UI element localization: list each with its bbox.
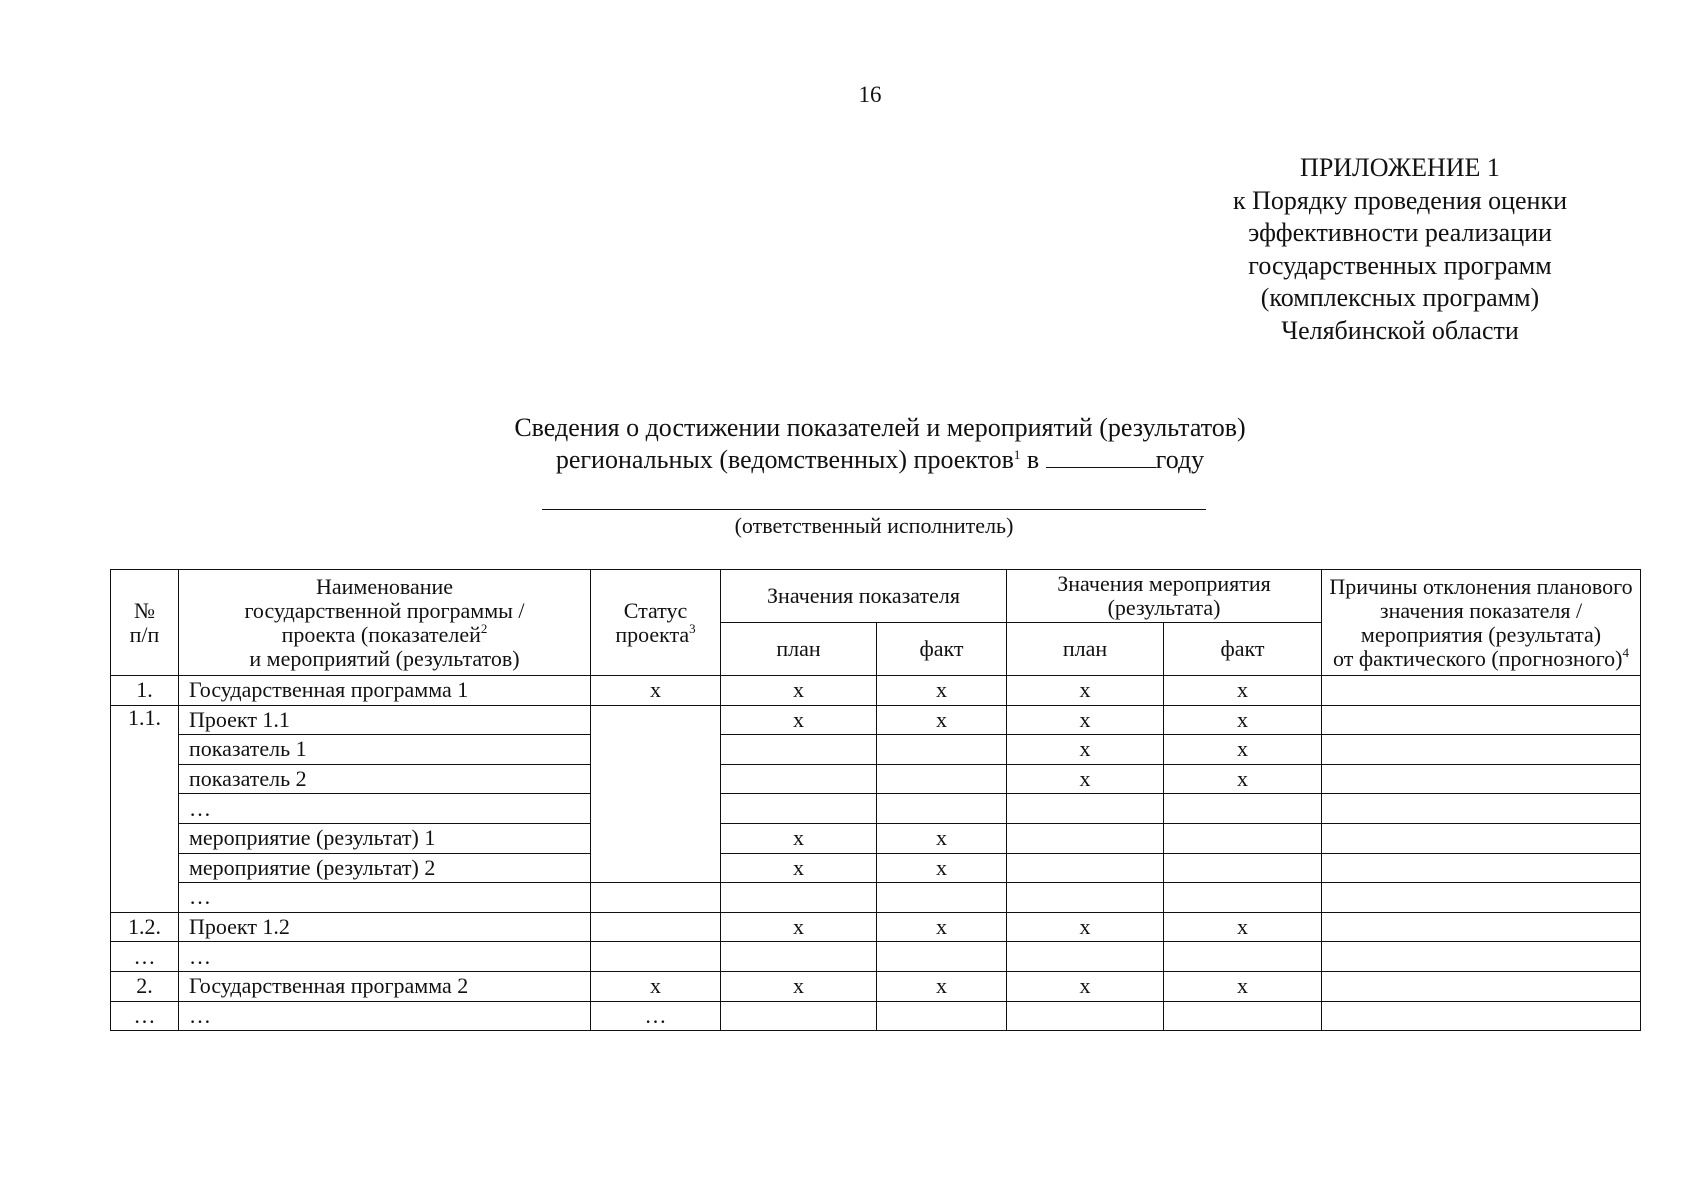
report-table: [110, 569, 1641, 1031]
cell-ind-fact: [877, 735, 1007, 765]
footnote-mark: 1: [1013, 447, 1021, 462]
cell-reason: [1322, 676, 1641, 706]
appendix-line: эффективности реализации: [1248, 218, 1552, 247]
cell-ind-plan: [721, 764, 877, 794]
cell-name: …: [179, 883, 591, 913]
cell-name: Проект 1.1: [179, 705, 591, 735]
cell-ev-plan: [1007, 853, 1164, 883]
appendix-block: [1160, 152, 1640, 347]
cell-ev-plan: [1007, 942, 1164, 972]
cell-ind-fact: [877, 794, 1007, 824]
heading-text: региональных (ведомственных) проектов: [555, 445, 1014, 474]
cell-ind-fact: x: [877, 676, 1007, 706]
cell-ind-plan: x: [721, 705, 877, 735]
table-row: [111, 942, 1641, 972]
cell-ev-plan: x: [1007, 764, 1164, 794]
cell-ev-plan: [1007, 794, 1164, 824]
appendix-line: ПРИЛОЖЕНИЕ 1: [1300, 153, 1500, 182]
cell-ev-fact: x: [1164, 764, 1322, 794]
cell-status: [591, 705, 721, 883]
table-row: [111, 853, 1641, 883]
header-event-plan: план: [1007, 623, 1164, 676]
header-indicator-fact: факт: [877, 623, 1007, 676]
cell-name: …: [179, 942, 591, 972]
cell-status: …: [591, 1001, 721, 1031]
cell-status: x: [591, 676, 721, 706]
cell-num: …: [111, 942, 179, 972]
cell-reason: [1322, 1001, 1641, 1031]
cell-ev-fact: [1164, 794, 1322, 824]
cell-ev-plan: [1007, 883, 1164, 913]
cell-ind-fact: x: [877, 705, 1007, 735]
cell-name: Проект 1.2: [179, 912, 591, 942]
cell-num: …: [111, 1001, 179, 1031]
cell-reason: [1322, 912, 1641, 942]
table-row: [111, 971, 1641, 1001]
appendix-line: государственных программ: [1248, 250, 1552, 280]
cell-ind-fact: [877, 883, 1007, 913]
cell-name: показатель 2: [179, 764, 591, 794]
year-blank-field[interactable]: [1046, 447, 1156, 468]
cell-name: мероприятие (результат) 2: [179, 853, 591, 883]
cell-ind-plan: [721, 735, 877, 765]
cell-ev-plan: x: [1007, 971, 1164, 1001]
executor-label: (ответственный исполнитель): [734, 513, 1014, 538]
cell-ind-fact: [877, 942, 1007, 972]
cell-ind-plan: [721, 883, 877, 913]
document-heading: [380, 412, 1380, 476]
heading-text: в: [1020, 445, 1046, 474]
table-row: [111, 764, 1641, 794]
cell-reason: [1322, 705, 1641, 735]
cell-reason: [1322, 823, 1641, 853]
cell-ev-fact: x: [1164, 912, 1322, 942]
table-row: [111, 794, 1641, 824]
header-indicator-plan: план: [721, 623, 877, 676]
cell-name: Государственная программа 1: [179, 676, 591, 706]
cell-ev-plan: [1007, 823, 1164, 853]
table-row: [111, 912, 1641, 942]
header-reasons: Причины отклонения планового значения показателя / мероприятия (результата) от фактического (прогнозного)$^4$: [1322, 570, 1641, 676]
cell-ev-fact: x: [1164, 735, 1322, 765]
cell-ind-plan: x: [721, 823, 877, 853]
header-indicator-values: Значения показателя: [721, 570, 1007, 623]
cell-ev-plan: x: [1007, 676, 1164, 706]
cell-ev-fact: [1164, 823, 1322, 853]
appendix-line: (комплексных программ): [1260, 283, 1540, 312]
cell-reason: [1322, 764, 1641, 794]
cell-ind-plan: [721, 794, 877, 824]
cell-name: показатель 1: [179, 735, 591, 765]
cell-name: мероприятие (результат) 1: [179, 823, 591, 853]
cell-ind-fact: x: [877, 853, 1007, 883]
table-row: [111, 1001, 1641, 1031]
header-event-fact: факт: [1164, 623, 1322, 676]
cell-status: [591, 883, 721, 913]
cell-reason: [1322, 794, 1641, 824]
page-number: 16: [858, 82, 882, 107]
cell-num: 2.: [111, 971, 179, 1001]
header-row: [111, 570, 1641, 623]
cell-name: Государственная программа 2: [179, 971, 591, 1001]
cell-num: 1.1.: [111, 705, 179, 912]
appendix-line: Челябинской области: [1281, 315, 1519, 345]
cell-ev-fact: x: [1164, 705, 1322, 735]
cell-reason: [1322, 853, 1641, 883]
cell-ev-fact: [1164, 1001, 1322, 1031]
cell-ind-plan: x: [721, 912, 877, 942]
cell-name: …: [179, 794, 591, 824]
cell-ind-fact: x: [877, 823, 1007, 853]
cell-ind-fact: x: [877, 971, 1007, 1001]
cell-reason: [1322, 971, 1641, 1001]
cell-num: 1.: [111, 676, 179, 706]
cell-ev-plan: [1007, 1001, 1164, 1031]
table-row: [111, 823, 1641, 853]
header-num: № п/п: [111, 570, 179, 676]
cell-status: x: [591, 971, 721, 1001]
cell-ind-plan: [721, 1001, 877, 1031]
cell-reason: [1322, 942, 1641, 972]
table-row: [111, 705, 1641, 735]
cell-ev-fact: x: [1164, 971, 1322, 1001]
cell-num: 1.2.: [111, 912, 179, 942]
cell-ev-fact: [1164, 883, 1322, 913]
cell-status: [591, 912, 721, 942]
cell-ind-plan: x: [721, 853, 877, 883]
cell-ev-fact: [1164, 942, 1322, 972]
appendix-line: к Порядку проведения оценки: [1232, 185, 1568, 215]
cell-ind-plan: [721, 942, 877, 972]
header-event-values: Значения мероприятия (результата): [1007, 570, 1322, 623]
cell-ind-fact: [877, 1001, 1007, 1031]
cell-ev-fact: x: [1164, 676, 1322, 706]
cell-status: [591, 942, 721, 972]
heading-line-2: [380, 444, 1380, 476]
cell-ev-fact: [1164, 853, 1322, 883]
heading-line-1: Сведения о достижении показателей и мероприятий (результатов): [514, 413, 1246, 442]
cell-ind-plan: x: [721, 676, 877, 706]
table-row: [111, 883, 1641, 913]
cell-ev-plan: x: [1007, 912, 1164, 942]
cell-ind-fact: x: [877, 912, 1007, 942]
heading-text: году: [1155, 445, 1205, 474]
cell-reason: [1322, 883, 1641, 913]
table-row: [111, 676, 1641, 706]
header-status: Статус проекта$^3$: [591, 570, 721, 676]
header-name: Наименование государственной программы / проекта (показателей$^2$ и мероприятий (результатов): [179, 570, 591, 676]
cell-ind-plan: x: [721, 971, 877, 1001]
executor-blank-line[interactable]: [542, 509, 1206, 510]
cell-reason: [1322, 735, 1641, 765]
cell-name: …: [179, 1001, 591, 1031]
cell-ev-plan: x: [1007, 735, 1164, 765]
table-row: [111, 735, 1641, 765]
cell-ind-fact: [877, 764, 1007, 794]
cell-ev-plan: x: [1007, 705, 1164, 735]
